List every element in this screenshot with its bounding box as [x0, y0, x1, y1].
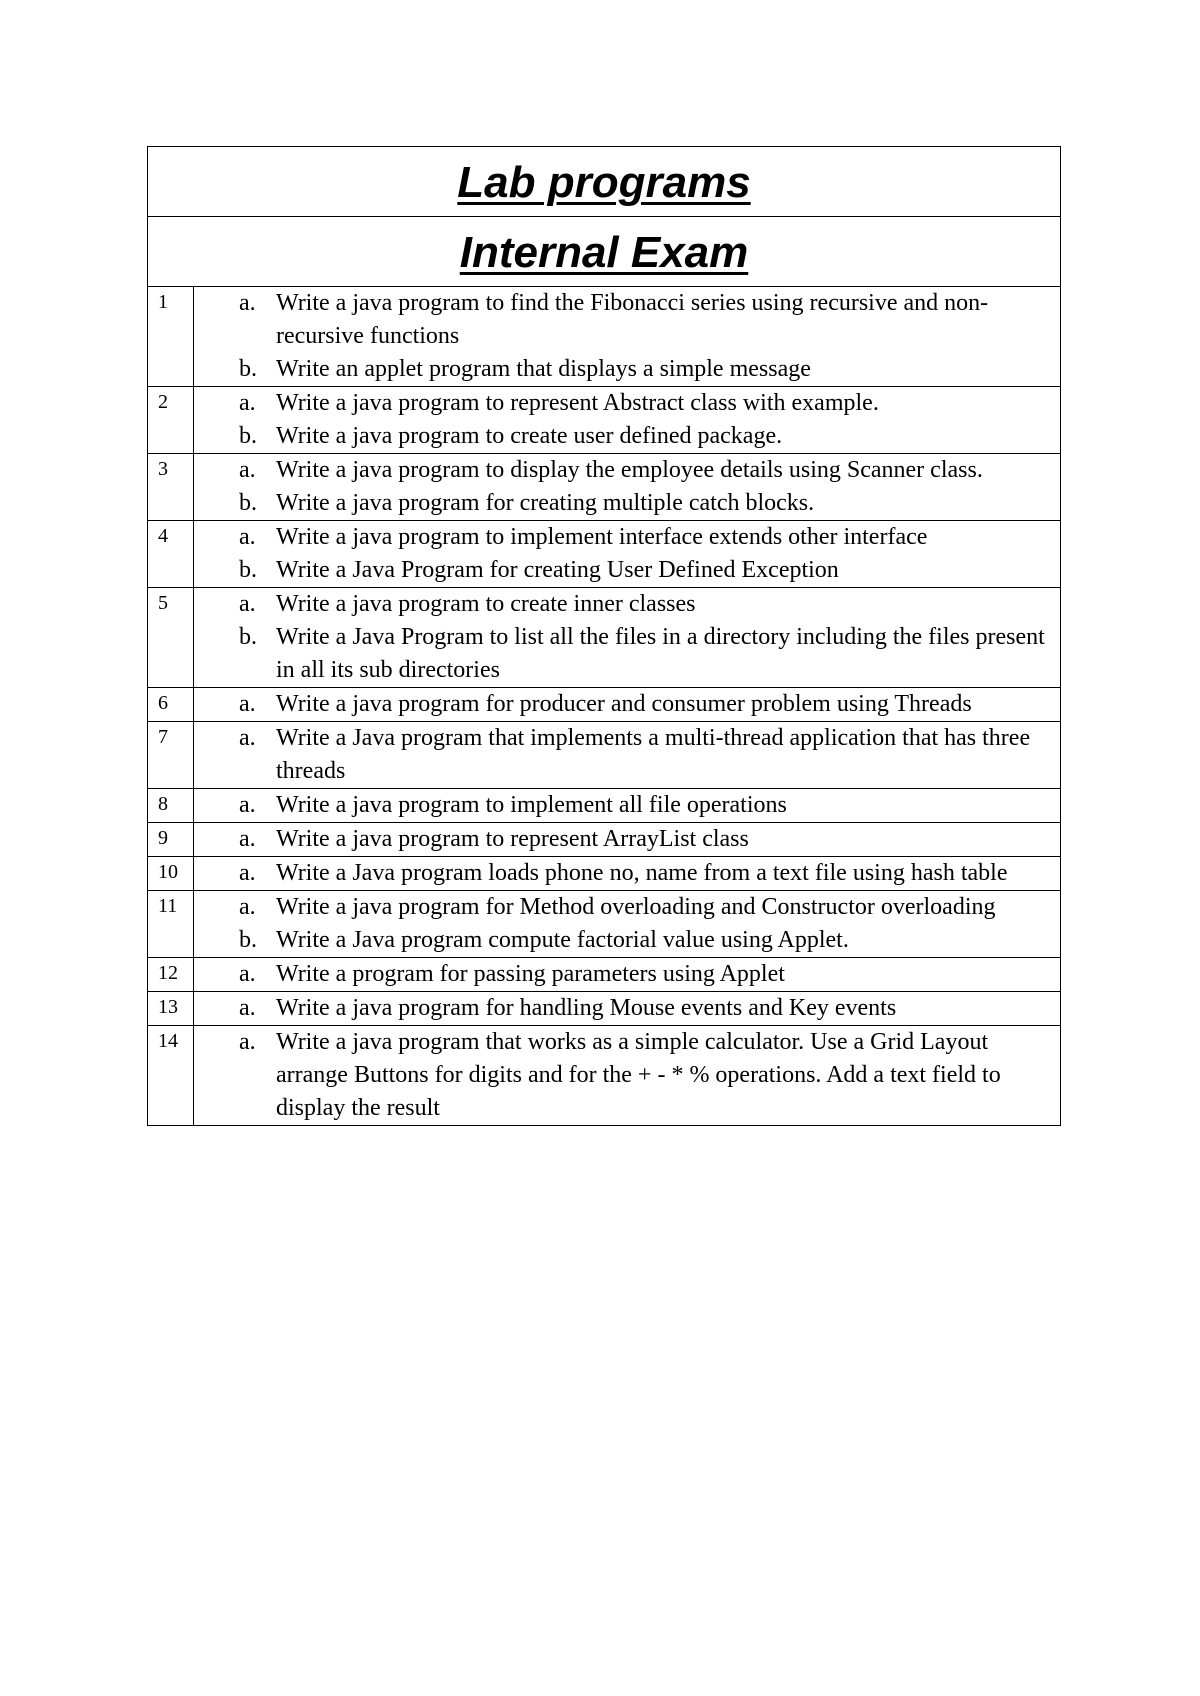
item-text: Write a java program to create user defined package.	[276, 423, 783, 449]
item-text: Write a java program to create inner classes	[276, 591, 696, 617]
program-list	[194, 688, 1056, 721]
list-item	[194, 1026, 1056, 1125]
item-letter: a.	[239, 961, 256, 987]
item-text: Write a Java Program to list all the files in a directory including the files present in all its sub directories	[276, 624, 1045, 683]
row-number: 4	[148, 521, 194, 588]
program-list	[194, 287, 1056, 386]
list-item	[194, 521, 1056, 554]
list-item	[194, 958, 1056, 991]
item-letter: a.	[239, 1029, 256, 1055]
table-row	[148, 722, 1061, 789]
row-items-cell	[194, 387, 1061, 454]
item-letter: a.	[239, 691, 256, 717]
item-text: Write a java program to implement all file operations	[276, 792, 787, 818]
item-letter: a.	[239, 792, 256, 818]
program-list	[194, 992, 1056, 1025]
list-item	[194, 857, 1056, 890]
row-items-cell	[194, 992, 1061, 1026]
program-list	[194, 789, 1056, 822]
item-letter: a.	[239, 457, 256, 483]
title-row-2	[148, 217, 1061, 287]
program-list	[194, 823, 1056, 856]
program-list	[194, 454, 1056, 520]
table-row	[148, 287, 1061, 387]
item-letter: a.	[239, 995, 256, 1021]
table-row	[148, 588, 1061, 688]
lab-programs-table	[147, 146, 1061, 1126]
item-letter: b.	[239, 490, 257, 516]
row-items-cell	[194, 1026, 1061, 1126]
table-row	[148, 789, 1061, 823]
row-items-cell	[194, 891, 1061, 958]
table-row	[148, 891, 1061, 958]
row-items-cell	[194, 823, 1061, 857]
row-items-cell	[194, 287, 1061, 387]
item-text: Write a Java program loads phone no, name from a text file using hash table	[276, 860, 1008, 886]
table-row	[148, 823, 1061, 857]
program-list	[194, 958, 1056, 991]
row-number: 6	[148, 688, 194, 722]
list-item	[194, 588, 1056, 621]
item-letter: a.	[239, 290, 256, 316]
item-text: Write a java program to represent Abstract class with example.	[276, 390, 879, 416]
list-item	[194, 823, 1056, 856]
row-number: 12	[148, 958, 194, 992]
item-text: Write an applet program that displays a simple message	[276, 356, 811, 382]
item-text: Write a Java program that implements a multi-thread application that has three threads	[276, 725, 1031, 784]
row-number: 8	[148, 789, 194, 823]
document-title: Lab programs	[457, 157, 751, 207]
table-row	[148, 1026, 1061, 1126]
item-letter: a.	[239, 826, 256, 852]
list-item	[194, 287, 1056, 353]
item-letter: b.	[239, 356, 257, 382]
title-cell-2	[148, 217, 1061, 287]
row-number: 3	[148, 454, 194, 521]
item-text: Write a java program to represent ArrayList class	[276, 826, 749, 852]
row-items-cell	[194, 722, 1061, 789]
document-subtitle: Internal Exam	[459, 227, 749, 277]
item-letter: a.	[239, 894, 256, 920]
item-text: Write a java program for producer and consumer problem using Threads	[276, 691, 972, 717]
item-text: Write a java program to display the employee details using Scanner class.	[276, 457, 983, 483]
row-number: 10	[148, 857, 194, 891]
item-text: Write a program for passing parameters using Applet	[276, 961, 785, 987]
list-item	[194, 454, 1056, 487]
program-list	[194, 588, 1056, 687]
item-text: Write a Java Program for creating User Defined Exception	[276, 557, 839, 583]
table-row	[148, 992, 1061, 1026]
item-letter: a.	[239, 725, 256, 751]
list-item	[194, 924, 1056, 957]
program-list	[194, 1026, 1056, 1125]
row-items-cell	[194, 958, 1061, 992]
item-text: Write a java program for handling Mouse events and Key events	[276, 995, 897, 1021]
item-letter: b.	[239, 557, 257, 583]
item-letter: b.	[239, 423, 257, 449]
item-letter: a.	[239, 524, 256, 550]
list-item	[194, 688, 1056, 721]
table-row	[148, 387, 1061, 454]
item-letter: a.	[239, 390, 256, 416]
table-row	[148, 521, 1061, 588]
row-items-cell	[194, 789, 1061, 823]
table-row	[148, 958, 1061, 992]
item-letter: a.	[239, 860, 256, 886]
program-list	[194, 387, 1056, 453]
list-item	[194, 387, 1056, 420]
list-item	[194, 353, 1056, 386]
list-item	[194, 554, 1056, 587]
title-row-1	[148, 147, 1061, 217]
item-text: Write a java program to implement interface extends other interface	[276, 524, 928, 550]
row-items-cell	[194, 857, 1061, 891]
list-item	[194, 487, 1056, 520]
list-item	[194, 992, 1056, 1025]
row-items-cell	[194, 454, 1061, 521]
program-list	[194, 521, 1056, 587]
list-item	[194, 722, 1056, 788]
table-row	[148, 454, 1061, 521]
table-row	[148, 688, 1061, 722]
item-letter: b.	[239, 624, 257, 650]
row-number: 5	[148, 588, 194, 688]
item-text: Write a java program that works as a simple calculator. Use a Grid Layout arrange Buttons for digits and for the + - * % operations. Add a text field to display the result	[276, 1029, 1001, 1121]
item-text: Write a Java program compute factorial value using Applet.	[276, 927, 849, 953]
program-list	[194, 722, 1056, 788]
row-number: 1	[148, 287, 194, 387]
table-row	[148, 857, 1061, 891]
row-number: 13	[148, 992, 194, 1026]
row-number: 7	[148, 722, 194, 789]
row-number: 2	[148, 387, 194, 454]
list-item	[194, 420, 1056, 453]
item-letter: a.	[239, 591, 256, 617]
item-text: Write a java program for Method overloading and Constructor overloading	[276, 894, 996, 920]
list-item	[194, 621, 1056, 687]
list-item	[194, 891, 1056, 924]
program-list	[194, 891, 1056, 957]
item-text: Write a java program for creating multiple catch blocks.	[276, 490, 815, 516]
program-list	[194, 857, 1056, 890]
row-items-cell	[194, 588, 1061, 688]
row-number: 14	[148, 1026, 194, 1126]
item-letter: b.	[239, 927, 257, 953]
row-number: 11	[148, 891, 194, 958]
list-item	[194, 789, 1056, 822]
row-items-cell	[194, 688, 1061, 722]
title-cell-1	[148, 147, 1061, 217]
row-items-cell	[194, 521, 1061, 588]
row-number: 9	[148, 823, 194, 857]
item-text: Write a java program to find the Fibonacci series using recursive and non-recursive functions	[276, 290, 989, 349]
